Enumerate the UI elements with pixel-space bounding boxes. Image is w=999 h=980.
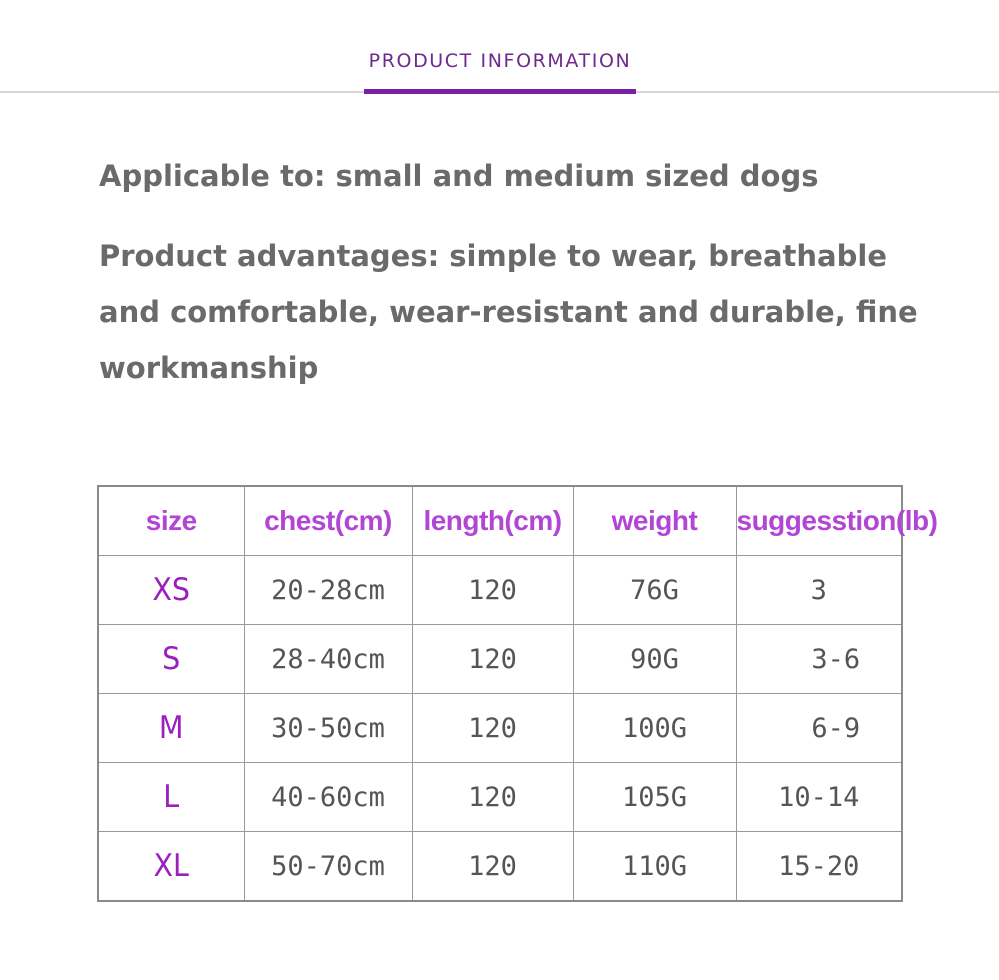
size-cell: XS [104, 556, 238, 625]
chest-cell: 40-60cm [244, 763, 412, 832]
size-cell: S [104, 625, 238, 694]
header-size: size [98, 486, 244, 556]
suggestion-cell: 3-6 [736, 625, 902, 694]
table-row [98, 625, 902, 694]
weight-cell: 105G [573, 763, 736, 832]
length-cell: 120 [412, 625, 573, 694]
header-suggestion: suggesstion(lb) [736, 486, 902, 556]
weight-cell: 100G [573, 694, 736, 763]
header-weight: weight [573, 486, 736, 556]
size-table [97, 485, 938, 902]
header-length: length(cm) [412, 486, 573, 556]
suggestion-cell: 10-14 [736, 763, 902, 832]
weight-cell: 76G [573, 556, 736, 625]
weight-cell: 90G [573, 625, 736, 694]
size-cell: XL [104, 832, 238, 902]
size-cell: M [104, 694, 238, 763]
title-underline [364, 89, 636, 94]
table-row [98, 694, 902, 763]
chest-cell: 28-40cm [244, 625, 412, 694]
suggestion-cell: 3 [736, 556, 902, 625]
chest-cell: 30-50cm [244, 694, 412, 763]
page-title: PRODUCT INFORMATION [368, 50, 632, 72]
table-row [98, 556, 902, 625]
length-cell: 120 [412, 694, 573, 763]
suggestion-cell: 6-9 [736, 694, 902, 763]
table-header-row [98, 486, 902, 556]
table-row [98, 763, 902, 832]
table-row [98, 832, 902, 902]
chest-cell: 20-28cm [244, 556, 412, 625]
suggestion-cell: 15-20 [736, 832, 902, 902]
length-cell: 120 [412, 556, 573, 625]
applicable-text: Applicable to: small and medium sized dogs [99, 159, 819, 193]
weight-cell: 110G [573, 832, 736, 902]
header-chest: chest(cm) [244, 486, 412, 556]
size-cell: L [104, 763, 238, 832]
length-cell: 120 [412, 832, 573, 902]
length-cell: 120 [412, 763, 573, 832]
chest-cell: 50-70cm [244, 832, 412, 902]
advantages-text: Product advantages: simple to wear, breathable and comfortable, wear-resistant and durable, fine workmanship [99, 239, 918, 385]
